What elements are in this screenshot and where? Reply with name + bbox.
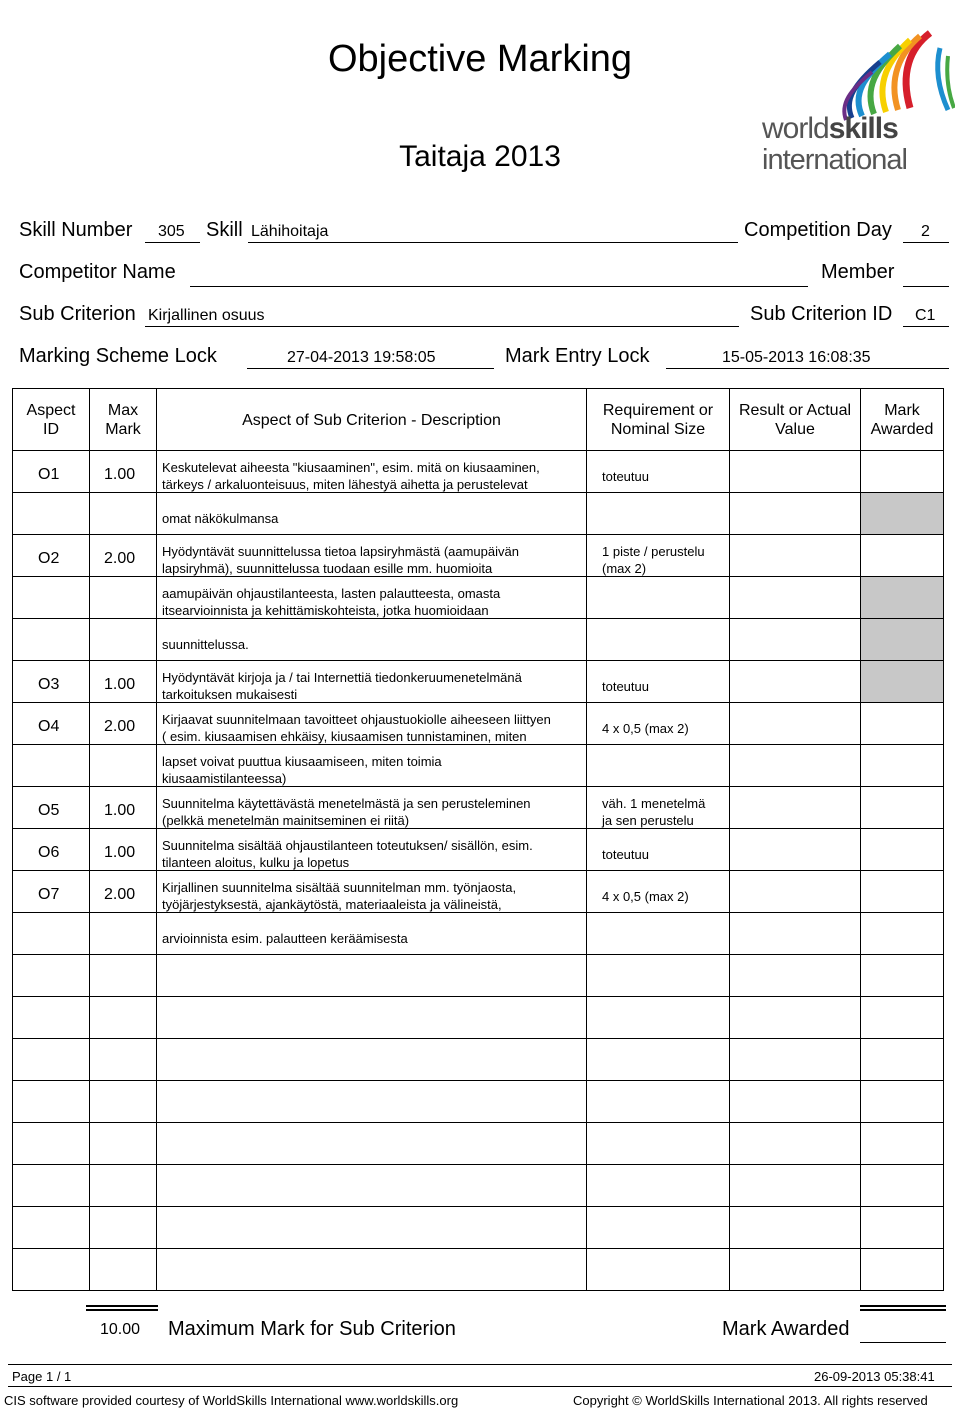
header-description: Aspect of Sub Criterion - Description <box>242 412 501 429</box>
grid-cell <box>156 1248 587 1291</box>
aspect-id-o6: O6 <box>38 844 60 861</box>
description-o1-cont: omat näkökulmansa <box>162 511 279 526</box>
grid-cell[interactable] <box>729 870 861 913</box>
max-mark-total-label: Maximum Mark for Sub Criterion <box>168 1318 456 1340</box>
grid-cell[interactable] <box>729 1248 861 1291</box>
grid-cell <box>12 1248 90 1291</box>
grid-cell[interactable] <box>729 1164 861 1207</box>
grid-cell <box>586 1206 730 1249</box>
requirement-o6: toteutuu <box>602 847 649 862</box>
max-mark-o1: 1.00 <box>104 466 136 483</box>
aspect-id-o5: O5 <box>38 802 60 819</box>
max-mark-o3: 1.00 <box>104 676 136 693</box>
header-requirement: Requirement or Nominal Size <box>602 402 714 438</box>
grid-cell[interactable] <box>860 912 944 955</box>
grid-cell[interactable] <box>729 954 861 997</box>
sub-criterion-label: Sub Criterion <box>19 303 136 325</box>
grid-cell[interactable] <box>729 534 861 577</box>
grid-cell <box>586 1038 730 1081</box>
grid-cell[interactable] <box>860 1248 944 1291</box>
header-max-mark: Max Mark <box>105 402 141 438</box>
description-o4-cont: lapset voivat puuttua kiusaamiseen, miten toimia kiusaamistilanteessa) <box>162 754 442 786</box>
aspect-id-o4: O4 <box>38 718 60 735</box>
grid-cell[interactable] <box>729 996 861 1039</box>
page-subtitle: Taitaja 2013 <box>399 140 561 173</box>
grid-cell[interactable] <box>729 576 861 619</box>
grid-cell <box>586 912 730 955</box>
grid-cell <box>89 954 157 997</box>
grid-cell[interactable] <box>860 534 944 577</box>
grid-cell[interactable] <box>729 1206 861 1249</box>
max-mark-o5: 1.00 <box>104 802 136 819</box>
max-mark-o2: 2.00 <box>104 550 136 567</box>
grid-cell <box>89 912 157 955</box>
grid-cell <box>89 1164 157 1207</box>
competitor-name-label: Competitor Name <box>19 261 176 283</box>
requirement-o3: toteutuu <box>602 679 649 694</box>
description-o7: Kirjallinen suunnitelma sisältää suunnitelman mm. työnjaosta, työjärjestyksestä, ajankäytöstä, materiaaleista ja välineistä, <box>162 880 517 912</box>
requirement-o7: 4 x 0,5 (max 2) <box>602 889 689 904</box>
grid-cell <box>12 912 90 955</box>
grid-cell <box>156 996 587 1039</box>
grid-cell <box>586 1080 730 1123</box>
grid-cell <box>89 1206 157 1249</box>
grid-cell <box>586 954 730 997</box>
description-o3: Hyödyntävät kirjoja ja / tai Internettiä tiedonkeruumenetelmänä tarkoituksen mukaisesti <box>162 670 522 702</box>
worldskills-swoosh-icon <box>760 28 955 123</box>
max-mark-o7: 2.00 <box>104 886 136 903</box>
aspect-id-o1: O1 <box>38 466 60 483</box>
grid-cell <box>586 1164 730 1207</box>
grid-cell <box>12 576 90 619</box>
grid-cell[interactable] <box>729 786 861 829</box>
grid-cell <box>12 618 90 661</box>
grid-cell <box>156 1206 587 1249</box>
grid-cell[interactable] <box>860 660 944 703</box>
grid-cell[interactable] <box>860 996 944 1039</box>
grid-cell <box>586 1248 730 1291</box>
grid-cell <box>89 996 157 1039</box>
grid-cell <box>89 618 157 661</box>
grid-cell[interactable] <box>860 744 944 787</box>
description-o2-cont: aamupäivän ohjaustilanteesta, lasten palautteesta, omasta itsearvioinnista ja kehittämiskohteista, jotka huomioidaan <box>162 586 501 618</box>
grid-cell <box>89 1122 157 1165</box>
requirement-o2: 1 piste / perustelu (max 2) <box>602 544 705 576</box>
sub-criterion-value: Kirjallinen osuus <box>148 307 265 324</box>
grid-cell <box>12 1164 90 1207</box>
requirement-o5: väh. 1 menetelmä ja sen perustelu <box>602 796 706 828</box>
grid-cell[interactable] <box>729 492 861 535</box>
marking-scheme-lock-value: 27-04-2013 19:58:05 <box>287 349 436 366</box>
grid-cell[interactable] <box>729 450 861 493</box>
header-mark-awarded: Mark Awarded <box>870 402 934 438</box>
print-timestamp: 26-09-2013 05:38:41 <box>814 1369 935 1384</box>
grid-cell[interactable] <box>860 492 944 535</box>
grid-cell[interactable] <box>860 1038 944 1081</box>
grid-cell <box>586 1122 730 1165</box>
software-credit: CIS software provided courtesy of WorldSkills International www.worldskills.org <box>4 1393 459 1408</box>
sub-criterion-id-value: C1 <box>915 307 936 324</box>
grid-cell[interactable] <box>860 954 944 997</box>
grid-cell[interactable] <box>729 702 861 745</box>
header-aspect-id: Aspect ID <box>26 402 76 438</box>
grid-cell <box>156 1038 587 1081</box>
competition-day-label: Competition Day <box>744 219 892 241</box>
grid-cell <box>156 1122 587 1165</box>
competition-day-value: 2 <box>921 223 930 240</box>
grid-cell <box>12 996 90 1039</box>
mark-entry-lock-label: Mark Entry Lock <box>505 345 650 367</box>
grid-cell <box>12 744 90 787</box>
grid-cell <box>12 1080 90 1123</box>
copyright: Copyright © WorldSkills International 2013. All rights reserved <box>573 1393 928 1408</box>
grid-cell[interactable] <box>860 702 944 745</box>
max-mark-o4: 2.00 <box>104 718 136 735</box>
aspect-id-o7: O7 <box>38 886 60 903</box>
page-number: Page 1 / 1 <box>12 1369 72 1384</box>
grid-cell <box>586 492 730 535</box>
description-o2: Hyödyntävät suunnittelussa tietoa lapsiryhmästä (aamupäivän lapsiryhmä), suunnittelussa tuodaan esille mm. huomioita <box>162 544 519 576</box>
skill-label: Skill <box>206 219 243 241</box>
mark-entry-lock-value: 15-05-2013 16:08:35 <box>722 349 871 366</box>
grid-cell[interactable] <box>729 660 861 703</box>
grid-cell <box>156 1080 587 1123</box>
worldskills-logo <box>760 28 955 178</box>
grid-cell[interactable] <box>860 1206 944 1249</box>
grid-cell <box>156 954 587 997</box>
logo-skills: skills <box>828 112 898 145</box>
description-o7-cont: arvioinnista esim. palautteen keräämisesta <box>162 931 408 946</box>
grid-cell <box>12 492 90 535</box>
grid-cell[interactable] <box>729 912 861 955</box>
page-title: Objective Marking <box>327 38 633 80</box>
grid-cell <box>586 744 730 787</box>
marking-scheme-lock-label: Marking Scheme Lock <box>19 345 217 367</box>
aspect-id-o2: O2 <box>38 550 60 567</box>
header-result: Result or Actual Value <box>738 402 852 438</box>
grid-cell <box>89 492 157 535</box>
skill-number-value: 305 <box>158 223 185 240</box>
member-label: Member <box>821 261 895 283</box>
grid-cell <box>12 954 90 997</box>
max-mark-o6: 1.00 <box>104 844 136 861</box>
grid-cell[interactable] <box>860 618 944 661</box>
sub-criterion-id-label: Sub Criterion ID <box>750 303 893 325</box>
grid-cell[interactable] <box>860 870 944 913</box>
logo-international: international <box>762 144 907 176</box>
grid-cell[interactable] <box>729 1122 861 1165</box>
grid-cell <box>586 576 730 619</box>
grid-cell[interactable] <box>729 618 861 661</box>
aspect-id-o3: O3 <box>38 676 60 693</box>
grid-cell <box>586 618 730 661</box>
skill-value: Lähihoitaja <box>251 223 329 240</box>
grid-cell[interactable] <box>729 744 861 787</box>
grid-cell <box>89 576 157 619</box>
grid-cell[interactable] <box>860 1122 944 1165</box>
grid-cell[interactable] <box>860 828 944 871</box>
requirement-o1: toteutuu <box>602 469 649 484</box>
grid-cell <box>89 1038 157 1081</box>
grid-cell[interactable] <box>860 576 944 619</box>
grid-cell <box>89 1248 157 1291</box>
grid-cell[interactable] <box>860 1080 944 1123</box>
grid-cell <box>12 1206 90 1249</box>
grid-cell <box>12 1122 90 1165</box>
grid-cell[interactable] <box>860 1164 944 1207</box>
grid-cell <box>89 744 157 787</box>
description-o1: Keskutelevat aiheesta "kiusaaminen", esim. mitä on kiusaaminen, tärkeys / arkaluonteisuus, miten lähestyä aihetta ja perustelevat <box>162 460 540 492</box>
description-o6: Suunnitelma sisältää ohjaustilanteen toteutuksen/ sisällön, esim. tilanteen aloitus, kulku ja lopetus <box>162 838 533 870</box>
grid-cell <box>156 1164 587 1207</box>
skill-number-label: Skill Number <box>19 219 133 241</box>
grid-cell[interactable] <box>860 786 944 829</box>
grid-cell <box>586 996 730 1039</box>
grid-cell <box>12 1038 90 1081</box>
grid-cell <box>89 1080 157 1123</box>
description-o4: Kirjaavat suunnitelmaan tavoitteet ohjaustuokiolle aiheeseen liittyen ( esim. kiusaamisen ehkäisy, kiusaamisen tunnistaminen, miten <box>162 712 551 744</box>
mark-awarded-total-label: Mark Awarded <box>722 1318 850 1340</box>
description-o2-cont2: suunnittelussa. <box>162 637 249 652</box>
grid-cell[interactable] <box>729 1080 861 1123</box>
grid-cell[interactable] <box>729 828 861 871</box>
grid-cell[interactable] <box>860 450 944 493</box>
max-mark-total: 10.00 <box>100 1321 141 1338</box>
requirement-o4: 4 x 0,5 (max 2) <box>602 721 689 736</box>
logo-world: world <box>762 112 829 145</box>
description-o5: Suunnitelma käytettävästä menetelmästä ja sen perusteleminen (pelkkä menetelmän mainitseminen ei riitä) <box>162 796 531 828</box>
grid-cell[interactable] <box>729 1038 861 1081</box>
